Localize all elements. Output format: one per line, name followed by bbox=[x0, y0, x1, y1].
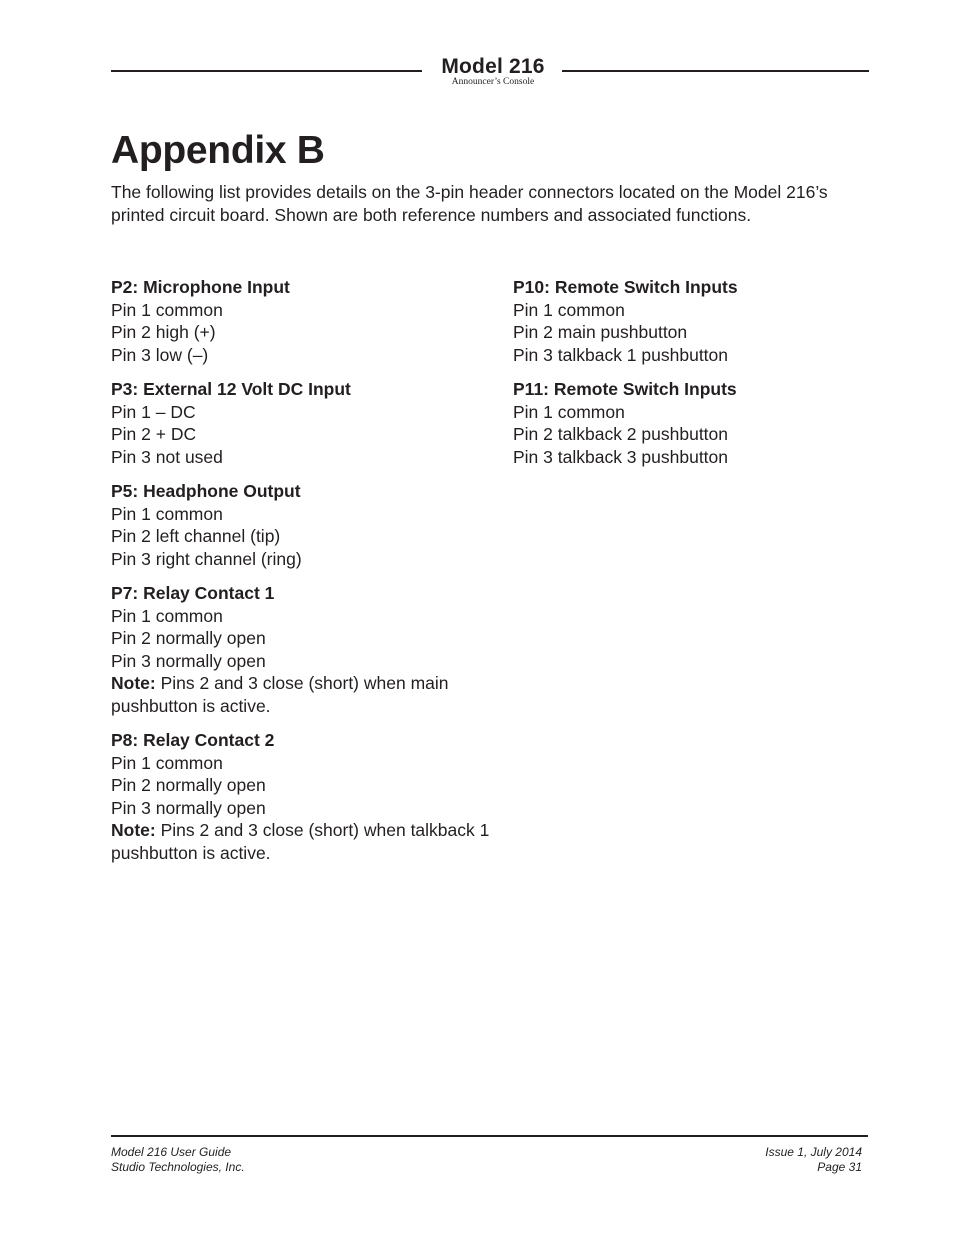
right-column bbox=[513, 276, 893, 480]
header-rule-right bbox=[562, 70, 869, 72]
connector-title: P10: Remote Switch Inputs bbox=[513, 277, 738, 297]
pin-line: Pin 1 common bbox=[111, 299, 223, 320]
product-logo bbox=[432, 56, 554, 87]
connector-block bbox=[513, 276, 893, 366]
connector-block bbox=[111, 378, 491, 468]
connector-title: P7: Relay Contact 1 bbox=[111, 583, 275, 603]
note-label: Note: bbox=[111, 820, 156, 840]
footer-guide-name: Model 216 User Guide bbox=[111, 1145, 232, 1159]
pin-line: Pin 2 left channel (tip) bbox=[111, 526, 281, 546]
connector-block bbox=[111, 729, 491, 864]
connector-title: P2: Microphone Input bbox=[111, 277, 290, 297]
connector-title: P11: Remote Switch Inputs bbox=[513, 379, 737, 399]
pin-line: Pin 3 normally open bbox=[111, 650, 266, 671]
page-number: Page 31 bbox=[817, 1159, 862, 1174]
page-title: Appendix B bbox=[111, 129, 325, 172]
pin-line: Pin 2 normally open bbox=[111, 775, 266, 795]
pin-line: Pin 1 common bbox=[111, 752, 223, 773]
pin-line: Pin 1 – DC bbox=[111, 401, 196, 422]
left-column bbox=[111, 276, 491, 876]
footer-rule bbox=[111, 1135, 868, 1137]
pin-line: Pin 3 normally open bbox=[111, 797, 266, 818]
pin-line: Pin 3 right channel (ring) bbox=[111, 548, 302, 569]
note-label: Note: bbox=[111, 673, 156, 693]
pin-line: Pin 2 talkback 2 pushbutton bbox=[513, 424, 729, 444]
connector-block bbox=[111, 276, 491, 366]
footer-right bbox=[765, 1145, 862, 1174]
note-text: Pins 2 and 3 close (short) when talkback 1 pushbutton is active. bbox=[111, 820, 490, 863]
connector-note bbox=[111, 819, 491, 864]
pin-line: Pin 1 common bbox=[513, 299, 625, 320]
pin-line: Pin 1 common bbox=[111, 503, 223, 524]
pin-line: Pin 1 common bbox=[513, 401, 625, 422]
pin-line: Pin 3 low (–) bbox=[111, 344, 209, 365]
logo-title: Model 216 bbox=[441, 55, 545, 78]
pin-line: Pin 3 talkback 3 pushbutton bbox=[513, 446, 729, 467]
footer-issue: Issue 1, July 2014 bbox=[765, 1145, 862, 1159]
pin-line: Pin 3 not used bbox=[111, 446, 223, 467]
pin-line: Pin 2 high (+) bbox=[111, 322, 216, 342]
header-rule-left bbox=[111, 70, 422, 72]
pin-line: Pin 3 talkback 1 pushbutton bbox=[513, 344, 729, 365]
connector-block bbox=[513, 378, 893, 468]
connector-block bbox=[111, 480, 491, 570]
footer-company: Studio Technologies, Inc. bbox=[111, 1159, 245, 1174]
connector-note bbox=[111, 672, 491, 717]
connector-title: P5: Headphone Output bbox=[111, 481, 301, 501]
note-text: Pins 2 and 3 close (short) when main pushbutton is active. bbox=[111, 673, 449, 716]
intro-paragraph: The following list provides details on the 3-pin header connectors located on the Model 216’s printed circuit board. Shown are both reference numbers and associated functions. bbox=[111, 182, 828, 225]
pin-line: Pin 2 main pushbutton bbox=[513, 322, 688, 342]
connector-title: P3: External 12 Volt DC Input bbox=[111, 379, 351, 399]
connector-block bbox=[111, 582, 491, 717]
logo-subtitle: Announcer’s Console bbox=[451, 77, 535, 87]
pin-line: Pin 1 common bbox=[111, 605, 223, 626]
footer-left bbox=[111, 1145, 245, 1174]
connector-title: P8: Relay Contact 2 bbox=[111, 730, 275, 750]
pin-line: Pin 2 + DC bbox=[111, 424, 197, 444]
pin-line: Pin 2 normally open bbox=[111, 628, 266, 648]
